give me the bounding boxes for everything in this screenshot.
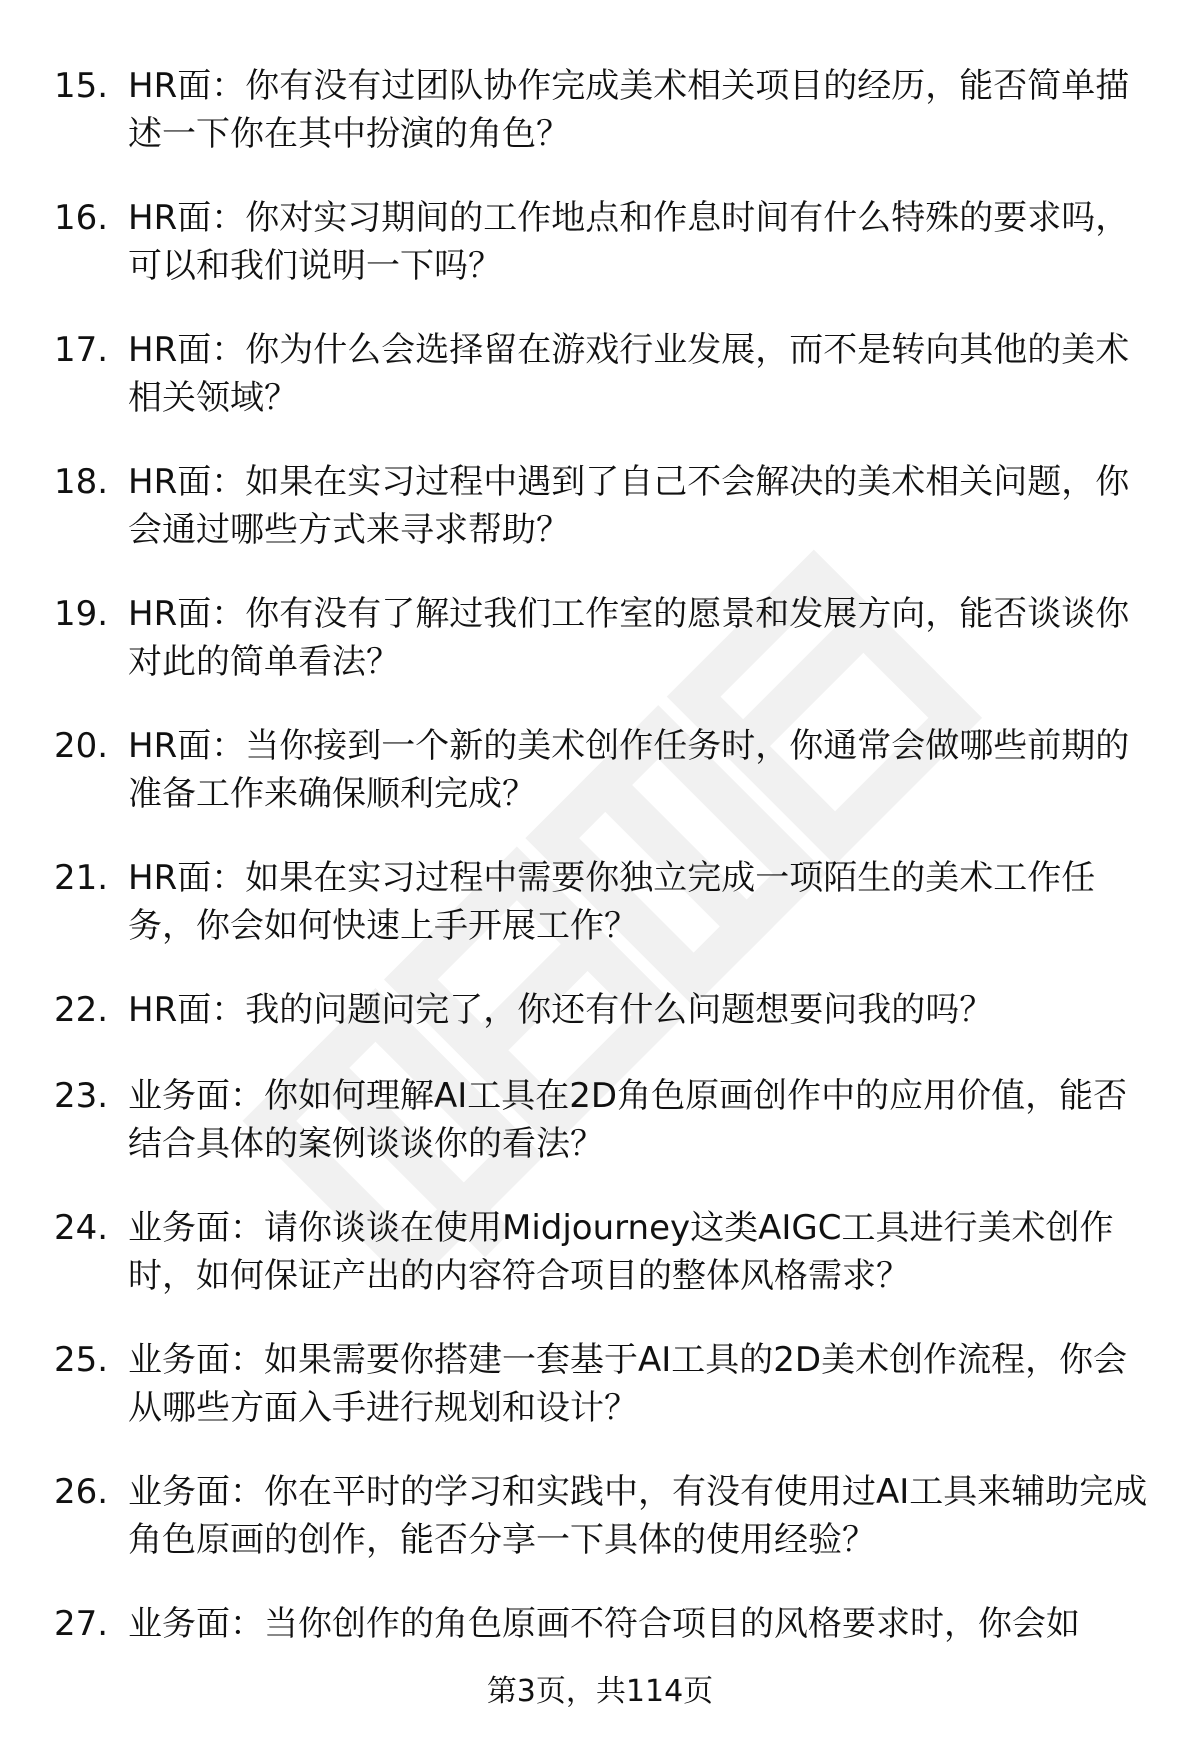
question-text: HR面：你对实习期间的工作地点和作息时间有什么特殊的要求吗，可以和我们说明一下吗？ [128, 198, 1130, 286]
question-number: 17. [54, 330, 109, 370]
question-number: 23. [54, 1076, 109, 1116]
question-number: 26. [54, 1472, 109, 1512]
question-number: 19. [54, 594, 109, 634]
question-number: 22. [54, 990, 109, 1030]
question-text: 业务面：当你创作的角色原画不符合项目的风格要求时，你会如 [128, 1604, 1080, 1644]
list-item [0, 52, 1200, 184]
list-item [0, 1062, 1200, 1194]
question-number: 25. [54, 1340, 109, 1380]
list-item [0, 976, 1200, 1062]
question-text: HR面：你有没有过团队协作完成美术相关项目的经历，能否简单描述一下你在其中扮演的角色？ [128, 66, 1130, 154]
question-text: HR面：你为什么会选择留在游戏行业发展，而不是转向其他的美术相关领域？ [128, 330, 1130, 418]
list-item [0, 448, 1200, 580]
question-text: 业务面：如果需要你搭建一套基于AI工具的2D美术创作流程，你会从哪些方面入手进行规划和设计？ [128, 1340, 1128, 1428]
question-text: HR面：如果在实习过程中遇到了自己不会解决的美术相关问题，你会通过哪些方式来寻求帮助？ [128, 462, 1130, 550]
question-number: 18. [54, 462, 109, 502]
list-item [0, 1590, 1200, 1676]
list-item [0, 844, 1200, 976]
list-item [0, 712, 1200, 844]
question-text: HR面：如果在实习过程中需要你独立完成一项陌生的美术工作任务，你会如何快速上手开展工作？ [128, 858, 1096, 946]
question-text: HR面：你有没有了解过我们工作室的愿景和发展方向，能否谈谈你对此的简单看法？ [128, 594, 1130, 682]
question-text: 业务面：你在平时的学习和实践中，有没有使用过AI工具来辅助完成角色原画的创作，能否分享一下具体的使用经验？ [128, 1472, 1148, 1560]
list-item [0, 1194, 1200, 1326]
question-text: 业务面：你如何理解AI工具在2D角色原画创作中的应用价值，能否结合具体的案例谈谈你的看法？ [128, 1076, 1128, 1164]
page-footer: 第3页，共114页 [486, 1674, 714, 1709]
question-text: HR面：我的问题问完了，你还有什么问题想要问我的吗？ [128, 990, 994, 1030]
question-number: 24. [54, 1208, 109, 1248]
list-item [0, 1326, 1200, 1458]
list-item [0, 580, 1200, 712]
list-item [0, 1458, 1200, 1590]
question-number: 15. [54, 66, 109, 106]
question-number: 16. [54, 198, 109, 238]
question-text: HR面：当你接到一个新的美术创作任务时，你通常会做哪些前期的准备工作来确保顺利完成？ [128, 726, 1130, 814]
list-item [0, 184, 1200, 316]
question-number: 20. [54, 726, 109, 766]
question-list [0, 52, 1200, 1676]
question-text: 业务面：请你谈谈在使用Midjourney这类AIGC工具进行美术创作时，如何保证产出的内容符合项目的整体风格需求？ [128, 1208, 1114, 1296]
list-item [0, 316, 1200, 448]
question-number: 21. [54, 858, 109, 898]
question-number: 27. [54, 1604, 109, 1644]
